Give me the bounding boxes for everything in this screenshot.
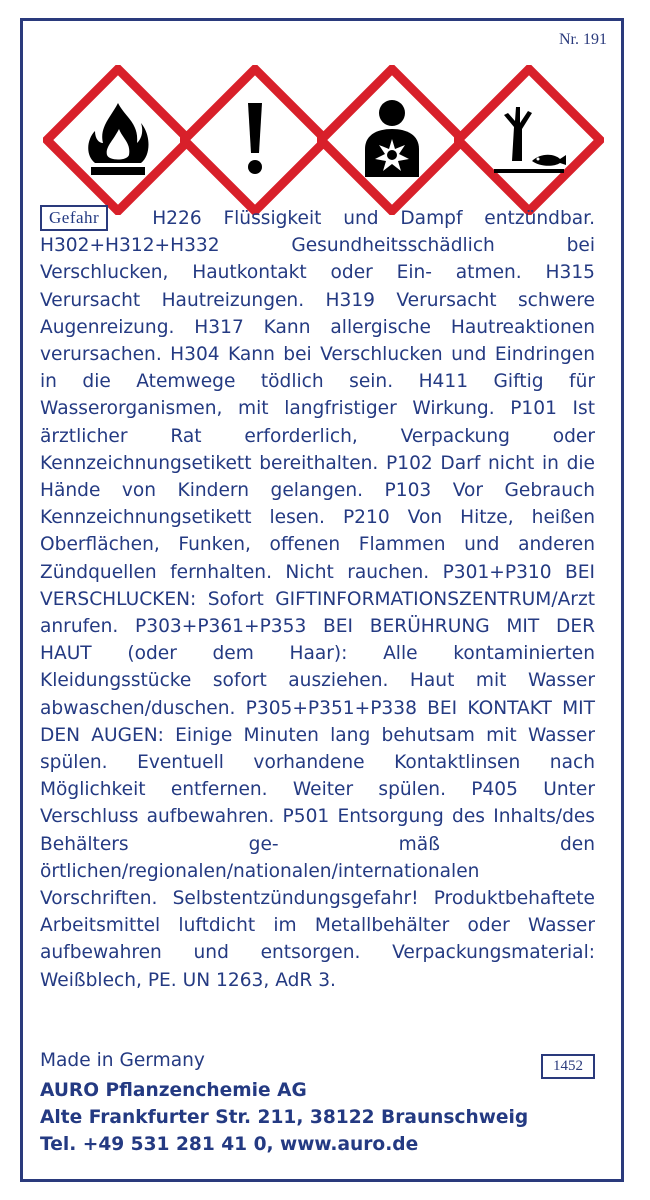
- product-code: 1452: [541, 1054, 595, 1079]
- label-number: Nr. 191: [559, 31, 607, 48]
- health-hazard-icon: [317, 65, 467, 215]
- hazard-pictograms: [43, 65, 603, 215]
- company-address: Alte Frankfurter Str. 211, 38122 Braunschweig: [40, 1107, 529, 1128]
- made-in: Made in Germany: [40, 1050, 205, 1071]
- hazard-text: H226 Flüssigkeit und Dampf entzündbar. H302+H312+H332 Gesundheitsschädlich bei Verschlucken, Hautkontakt oder Ein- atmen. H315 Verursacht Hautreizungen. H319 Verursacht schwere Augenreizung. H317 Kann allergische Hautreaktionen verursachen. H304 Kann bei Verschlucken und Eindringen in die Atemwege tödlich sein. H411 Giftig für Wasserorganismen, mit langfristiger Wirkung. P101 Ist ärztlicher Rat erforderlich, Verpackung oder Kennzeichnungsetikett bereithalten. P102 Darf nicht in die Hände von Kindern gelangen. P103 Vor Gebrauch Kennzeichnungsetikett lesen. P210 Von Hitze, heißen Oberflächen, Funken, offenen Flammen und anderen Zündquellen fernhalten. Nicht rauchen. P301+P310 BEI VERSCHLUCKEN: Sofort GIFTINFORMATIONSZENTRUM/Arzt anrufen. P303+P361+P353 BEI BERÜHRUNG MIT DER HAUT (oder dem Haar): Alle kontaminierten Kleidungsstücke sofort ausziehen. Haut mit Wasser abwaschen/duschen. P305+P351+P338 BEI KONTAKT MIT DEN AUGEN: Einige Minuten lang behutsam mit Wasser spülen. Eventuell vorhandene Kontaktlinsen nach Möglichkeit entfernen. Weiter spülen. P405 Unter Verschluss aufbewahren. P501 Entsorgung des Inhalts/des Behälters ge- mäß den örtlichen/regionalen/nationalen/internationalen Vorschriften. Selbstentzündungsgefahr! Produktbehaftete Arbeitsmittel luftdicht im Metallbehälter oder Wasser aufbewahren und entsorgen. Verpackungsmaterial: Weißblech, PE. UN 1263, AdR 3.: [40, 208, 595, 991]
- product-label: [20, 18, 624, 1182]
- exclamation-mark-icon: [180, 65, 330, 215]
- company-block: [40, 1077, 528, 1158]
- flame-icon: [43, 65, 193, 215]
- company-name: AURO Pflanzenchemie AG: [40, 1080, 307, 1101]
- signal-word-badge: Gefahr: [40, 205, 108, 231]
- company-contact: Tel. +49 531 281 41 0, www.auro.de: [40, 1134, 419, 1155]
- environment-icon: [454, 65, 604, 215]
- hazard-statements: [40, 205, 595, 994]
